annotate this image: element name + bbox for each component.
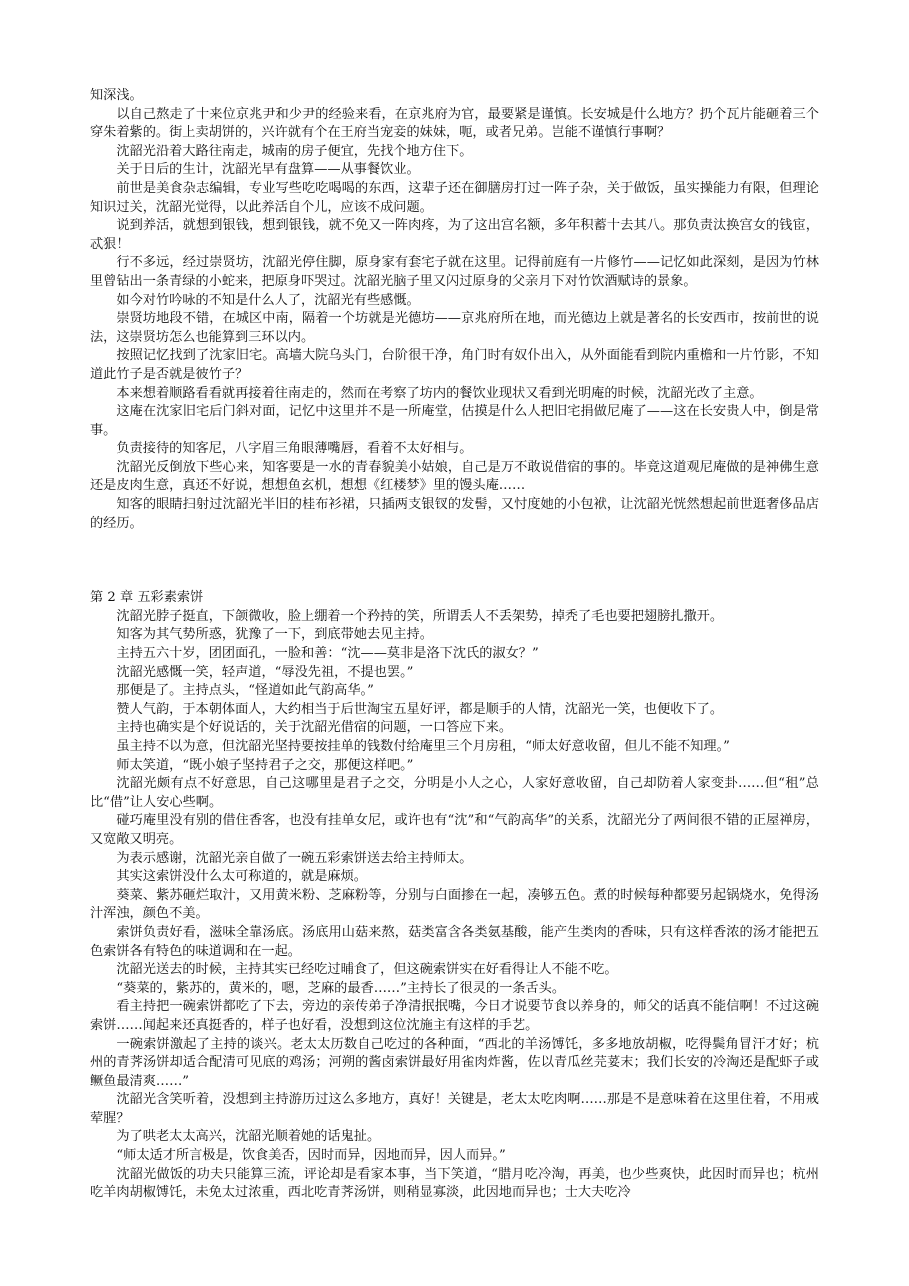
- paragraph: “葵菜的，紫苏的，黄米的，嗯，芝麻的最香……”主持长了很灵的一条舌头。: [116, 980, 566, 996]
- paragraph: 这庵在沈家旧宅后门斜对面，记忆中这里并不是一所庵堂，估摸是什么人把旧宅捐做尼庵了——这在长安贵人中，倒是常事。: [90, 404, 819, 438]
- paragraph: 葵菜、紫苏砸烂取汁，又用黄米粉、芝麻粉等，分别与白面掺在一起，凑够五色。煮的时候每种都要另起锅烧水，免得汤汁浑浊，颜色不美。: [90, 887, 819, 922]
- paragraph: 沈韶光颇有点不好意思，自己这哪里是君子之交，分明是小人之心，人家好意收留，自己却防着人家变卦……但“租”总比“借”让人安心些啊。: [90, 776, 819, 810]
- paragraph: 碰巧庵里没有别的借住香客，也没有挂单女尼，或许也有“沈”和“气韵高华”的关系，沈韶光分了两间很不错的正屋禅房，又宽敞又明亮。: [90, 813, 819, 847]
- chapter-title: 第 2 章 五彩素索饼: [90, 590, 204, 606]
- paragraph: 其实这索饼没什么太可称道的，就是麻烦。: [116, 869, 367, 885]
- paragraph: 主持五六十岁，团团面孔，一脸和善：“沈——莫非是洛下沈氏的淑女？”: [116, 646, 539, 662]
- paragraph: 如今对竹吟咏的不知是什么人了，沈韶光有些感慨。: [116, 292, 420, 308]
- paragraph: 沈韶光感慨一笑，轻声道，“辱没先祖，不提也罢。”: [116, 664, 414, 680]
- paragraph: 沈韶光做饭的功夫只能算三流，评论却是看家本事，当下笑道，“腊月吃冷淘，再美，也少些爽快，此因时而异也；杭州吃羊肉胡椒馎饦，未免太过浓重，西北吃青荠汤饼，则稍显寡淡，此因地而异也；士大夫吃冷: [90, 1166, 819, 1201]
- section-previous-chapter-text: [90, 87, 819, 533]
- paragraph: 知客为其气势所惑，犹豫了一下，到底带她去见主持。: [116, 627, 433, 643]
- paragraph: 行不多远，经过崇贤坊，沈韶光停住脚，原身家有套宅子就在这里。记得前庭有一片修竹——记忆如此深刻，是因为竹林里曾钻出一条青绿的小蛇来，把原身吓哭过。沈韶光脑子里又闪过原身的父亲月下对竹饮酒赋诗的景象。: [90, 255, 819, 289]
- paragraph: 为了哄老太太高兴，沈韶光顺着她的话鬼扯。: [116, 1129, 381, 1145]
- section-chapter-2-text: [90, 608, 819, 1203]
- paragraph: 看主持把一碗索饼都吃了下去，旁边的亲传弟子净清抿抿嘴，今日才说要节食以养身的，师父的话真不能信啊！不过这碗索饼……闻起来还真挺香的，样子也好看，没想到这位沈施主有这样的手艺。: [90, 999, 819, 1033]
- paragraph: 前世是美食杂志编辑，专业写些吃吃喝喝的东西，这辈子还在御膳房打过一阵子杂，关于做饭，虽实操能力有限，但理论知识过关，沈韶光觉得，以此养活自个儿，应该不成问题。: [90, 180, 819, 215]
- paragraph: “师太适才所言极是，饮食美否，因时而异，因地而异，因人而异。”: [116, 1148, 506, 1164]
- paragraph: 沈韶光送去的时候，主持其实已经吃过晡食了，但这碗索饼实在好看得让人不能不吃。: [116, 962, 618, 978]
- paragraph: 赞人气韵，于本朝体面人，大约相当于后世淘宝五星好评，都是顺手的人情，沈韶光一笑，也便收下了。: [116, 701, 724, 717]
- paragraph: 崇贤坊地段不错，在城区中南，隔着一个坊就是光德坊——京兆府所在地，而光德边上就是著名的长安西市，按前世的说法，这崇贤坊怎么也能算到三环以内。: [90, 311, 819, 345]
- paragraph: 为表示感谢，沈韶光亲自做了一碗五彩索饼送去给主持师太。: [116, 850, 473, 866]
- paragraph: 一碗索饼激起了主持的谈兴。老太太历数自己吃过的各种面，“西北的羊汤馎饦，多多地放胡椒，吃得鬓角冒汗才好；杭州的青荠汤饼却适合配清可见底的鸡汤；河朔的酱卤索饼最好用雀肉炸酱，佐以青瓜丝芫荽末；我们长安的冷淘还是配虾子或鳜鱼最清爽……”: [90, 1036, 819, 1089]
- paragraph: 说到养活，就想到银钱，想到银钱，就不免又一阵肉疼，为了这出宫名额，多年积蓄十去其八。那负责汰换宫女的钱宦，忒狠！: [90, 218, 819, 252]
- paragraph: 沈韶光含笑听着，没想到主持游历过这么多地方，真好！关键是，老太太吃肉啊……那是不是意味着在这里住着，不用戒荤腥？: [90, 1092, 819, 1126]
- paragraph: 知深浅。: [90, 88, 143, 103]
- paragraph: 以自己熬走了十来位京兆尹和少尹的经验来看，在京兆府为官，最要紧是谨慎。长安城是什么地方？扔个瓦片能砸着三个穿朱着紫的。街上卖胡饼的，兴许就有个在王府当宠妾的妹妹，呃，或者兄弟。岂能不谨慎行事啊？: [90, 106, 819, 141]
- paragraph: 沈韶光沿着大路往南走，城南的房子便宜，先找个地方住下。: [116, 143, 473, 159]
- paragraph: 师太笑道，“既小娘子坚持君子之交，那便这样吧。”: [116, 757, 414, 773]
- chapter-gap: [90, 533, 819, 589]
- paragraph: 关于日后的生计，沈韶光早有盘算——从事餐饮业。: [116, 162, 420, 178]
- paragraph: 知客的眼睛扫射过沈韶光半旧的桂布衫裙，只插两支银钗的发髻，又忖度她的小包袱，让沈韶光恍然想起前世逛奢侈品店的经历。: [90, 497, 819, 531]
- paragraph: 虽主持不以为意，但沈韶光坚持要按挂单的钱数付给庵里三个月房租，“师太好意收留，但儿不能不知理。”: [116, 739, 730, 754]
- paragraph: 本来想着顺路看看就再接着往南走的，然而在考察了坊内的餐饮业现状又看到光明庵的时候，沈韶光改了主意。: [116, 385, 763, 401]
- paragraph: 主持也确实是个好说话的，关于沈韶光借宿的问题，一口答应下来。: [116, 720, 513, 736]
- paragraph: 那便是了。主持点头，“怪道如此气韵高华。”: [116, 683, 374, 699]
- paragraph: 负责接待的知客尼，八字眉三角眼薄嘴唇，看着不太好相与。: [116, 441, 473, 457]
- paragraph: 沈韶光脖子挺直，下颌微收，脸上绷着一个矜持的笑，所谓丢人不丢架势，掉秃了毛也要把翅膀扎撒开。: [116, 608, 724, 624]
- paragraph: 索饼负责好看，滋味全靠汤底。汤底用山菇来熬，菇类富含各类氨基酸，能产生类肉的香味，只有这样香浓的汤才能把五色索饼各有特色的味道调和在一起。: [90, 924, 819, 959]
- paragraph: 按照记忆找到了沈家旧宅。高墙大院乌头门，台阶很干净，角门时有奴仆出入，从外面能看到院内重檐和一片竹影，不知道此竹子是否就是彼竹子？: [90, 348, 819, 382]
- paragraph: 沈韶光反倒放下些心来，知客要是一水的青春貌美小姑娘，自己是万不敢说借宿的事的。毕竟这道观尼庵做的是神佛生意还是皮肉生意，真还不好说，想想鱼玄机，想想《红楼梦》里的馒头庵……: [90, 459, 819, 494]
